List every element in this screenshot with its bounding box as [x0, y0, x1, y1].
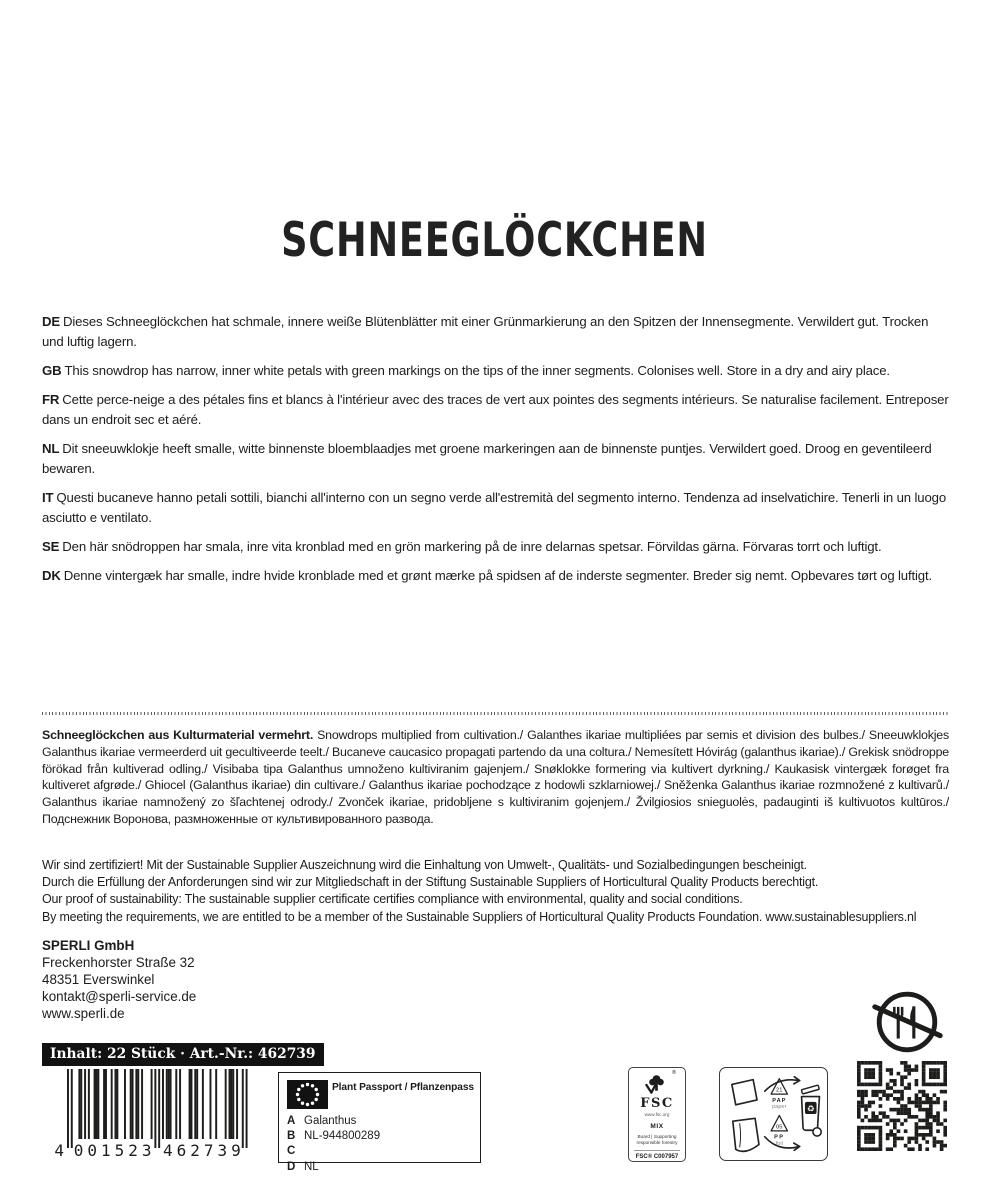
description-nl — [42, 439, 949, 479]
fsc-caption-line2: responsible forestry — [636, 1139, 678, 1145]
fsc-url: www.fsc.org — [644, 1111, 670, 1117]
fsc-caption-line1: Board | Supporting — [637, 1133, 677, 1139]
company-address-block — [42, 937, 196, 1022]
plant-passport-title: Plant Passport / Pflanzenpass — [331, 1082, 474, 1093]
fsc-tree-icon — [642, 1070, 676, 1096]
propagation-note — [42, 727, 949, 828]
paper-sheet-icon — [732, 1080, 757, 1105]
description-se — [42, 537, 949, 557]
description-de — [42, 312, 949, 352]
certification-block — [42, 857, 949, 926]
no-food-icon — [868, 985, 946, 1057]
content-info-bar — [42, 1043, 324, 1066]
passport-value-a: Galanthus — [304, 1115, 357, 1127]
content-info-label: Inhalt: 22 Stück · Art.-Nr.: 462739 — [50, 1046, 316, 1062]
passport-row-c — [287, 1144, 474, 1159]
eu-flag-icon — [287, 1080, 328, 1109]
description-gb — [42, 361, 949, 381]
perforation-line — [42, 712, 949, 715]
svg-text:05: 05 — [776, 1124, 783, 1131]
passport-row-a — [287, 1114, 474, 1129]
svg-text:paper: paper — [772, 1104, 787, 1111]
fsc-license-code: FSC® C007957 — [634, 1150, 680, 1161]
fsc-grade: MIX — [650, 1122, 664, 1130]
lang-code-de: DE — [42, 314, 61, 329]
fsc-brand: FSC — [640, 1096, 674, 1111]
passport-key-a: A — [287, 1115, 296, 1127]
description-gb-text: This snowdrop has narrow, inner white petals with green markings on the tips of the inner segments. Colonises well. Store in a dry and airy place. — [64, 363, 890, 378]
certification-line-3: Our proof of sustainability: The sustainable supplier certificate certifies compliance with environmental, quality and social conditions. — [42, 892, 743, 907]
propagation-translations: Snowdrops multiplied from cultivation./ Galanthes ikariae multipliées par semis et division des bulbes./ Sneeuwklokjes Galanthus ikariae vermeerderd uit gecultiveerde teelt./ Bucaneve caucasico propagati partendo da una coltura./ Nemesített Hóvirág (galanthus ikariae)./ Grekisk snödroppe förökad från kultiverad odling./ Visibaba tipa Galanthus umnoženo kultiviranim gajenjem./ Snøklokke formering via kultivert dyrkning./ Kaukasisk vintergæk forøget fra kultiveret afgrøde./ Ghiocel (Galanthus ikariae) din cultivare./ Galanthus ikariae pochodzące z hodowli szklarniowej./ Sněženka Galanthus ikariae rozmnožené z kultivarů./ Galanthus ikariae namnožený zo šľachtenej odrody./ Zvonček ikariae, pridobljene s kultiviranim gojenjem./ Žvilgiosios snieguolės, padauginti iš kultivuotos kultūros./ Подснежник Воронова, размноженные от культивированного развода. — [42, 728, 949, 826]
passport-row-d — [287, 1160, 474, 1175]
fsc-caption — [634, 1134, 680, 1146]
description-fr-text: Cette perce-neige a des pétales fins et blancs à l'intérieur avec des traces de vert aux pointes des segments intérieurs. Se naturalise facilement. Entreposer dans un endroit sec et aéré. — [42, 392, 949, 427]
svg-text:21: 21 — [776, 1087, 783, 1094]
svg-text:462739: 462739 — [163, 1141, 241, 1157]
passport-value-b: NL-944800289 — [304, 1130, 381, 1143]
waste-bin-icon — [801, 1085, 821, 1136]
fsc-label — [628, 1067, 686, 1162]
description-se-text: Den här snödroppen har smala, inre vita kronblad med en grön markering på de inre delarnas spetsar. Förvildas gärna. Förvaras torrt och luftigt. — [62, 539, 882, 554]
company-website: www.sperli.de — [42, 1006, 125, 1021]
lang-code-gb: GB — [42, 363, 62, 378]
company-email: kontakt@sperli-service.de — [42, 989, 197, 1004]
svg-text:PP: PP — [774, 1134, 785, 1141]
lang-code-fr: FR — [42, 392, 60, 407]
passport-row-b — [287, 1129, 474, 1144]
propagation-lead: Schneeglöckchen aus Kulturmaterial vermehrt. — [42, 728, 314, 742]
product-title: SCHNEEGLÖCKCHEN — [281, 213, 708, 268]
svg-text:001523: 001523 — [73, 1141, 152, 1157]
certification-line-2: Durch die Erfüllung der Anforderungen sind wir zur Mitgliedschaft in der Stiftung Sustainable Suppliers of Horticultural Quality Products berechtigt. — [42, 875, 819, 890]
passport-key-b: B — [287, 1130, 296, 1143]
description-block — [42, 312, 949, 595]
lang-code-it: IT — [42, 490, 54, 505]
certification-line-4: By meeting the requirements, we are entitled to be a member of the Sustainable Suppliers of Horticultural Quality Products Foundation. www.sustainablesuppliers.nl — [42, 909, 917, 924]
description-fr — [42, 390, 949, 430]
plant-passport-box — [278, 1072, 481, 1173]
qr-code — [857, 1061, 947, 1151]
description-de-text: Dieses Schneeglöckchen hat schmale, innere weiße Blütenblätter mit einer Grünmarkierung an den Spitzen der Innensegmente. Verwildert gut. Trocken und luftig lagern. — [42, 314, 929, 349]
description-dk — [42, 566, 949, 586]
description-it-text: Questi bucaneve hanno petali sottili, bianchi all'interno con un segno verde all'estremità del segmento interno. Tendenza ad inselvatichire. Tenerli in un luogo asciutto e ventilato. — [42, 490, 947, 525]
company-name: SPERLI GmbH — [42, 938, 135, 953]
recycle-triangle-foil — [771, 1115, 787, 1147]
svg-text:♻: ♻ — [806, 1104, 815, 1115]
lang-code-nl: NL — [42, 441, 60, 456]
passport-key-d: D — [287, 1160, 296, 1173]
lang-code-se: SE — [42, 539, 60, 554]
certification-line-1: Wir sind zertifiziert! Mit der Sustainable Supplier Auszeichnung wird die Einhaltung von Umwelt-, Qualitäts- und Sozialbedingungen bescheinigt. — [42, 858, 807, 872]
description-it — [42, 488, 949, 528]
svg-text:4: 4 — [54, 1141, 64, 1157]
passport-key-c: C — [287, 1145, 296, 1158]
recycling-info-box — [719, 1067, 828, 1161]
fsc-registered-mark: ® — [671, 1070, 676, 1076]
description-dk-text: Denne vintergæk har smalle, indre hvide kronblade med et grønt mærke på spidsen af de inderste segmenter. Breder sig nemt. Opbevares tørt og luftigt. — [63, 568, 933, 583]
foil-pouch-icon — [733, 1118, 759, 1151]
plant-passport-rows — [287, 1114, 474, 1175]
lang-code-dk: DK — [42, 568, 61, 583]
company-city: 48351 Everswinkel — [42, 972, 155, 987]
ean-barcode — [54, 1069, 248, 1162]
passport-value-d: NL — [304, 1160, 319, 1173]
svg-text:PAP: PAP — [772, 1097, 787, 1104]
company-street: Freckenhorster Straße 32 — [42, 955, 195, 970]
description-nl-text: Dit sneeuwklokje heeft smalle, witte binnenste bloemblaadjes met groene markeringen aan de binnenste puntjes. Verwildert goed. Droog en geventileerd bewaren. — [42, 441, 932, 476]
svg-text:foil: foil — [775, 1140, 783, 1147]
